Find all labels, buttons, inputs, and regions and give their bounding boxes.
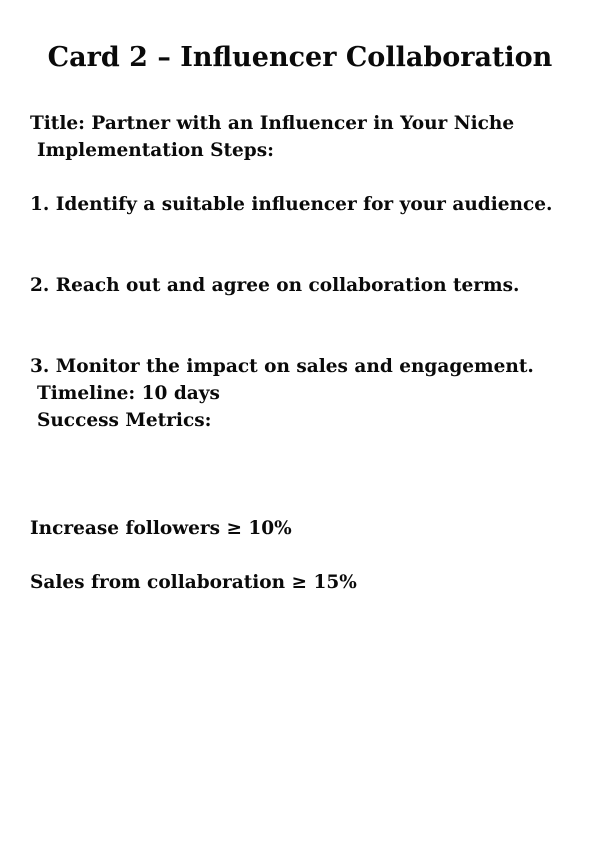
- title-line: Title: Partner with an Influencer in Your Niche: [30, 113, 515, 134]
- spacer: [30, 434, 570, 515]
- metric-item-2: Sales from collaboration ≥ 15%: [30, 572, 357, 593]
- timeline-line: Timeline: 10 days: [37, 383, 220, 404]
- implementation-steps-label: Implementation Steps:: [37, 140, 274, 161]
- spacer: [30, 542, 570, 569]
- spacer: [30, 218, 570, 272]
- card-heading: Card 2 – Influencer Collaboration: [47, 42, 553, 73]
- card-body: [30, 110, 570, 596]
- success-metrics-label: Success Metrics:: [37, 410, 212, 431]
- spacer: [30, 299, 570, 353]
- metric-item-1: Increase followers ≥ 10%: [30, 518, 292, 539]
- step-item-1: 1. Identify a suitable influencer for your audience.: [30, 194, 553, 215]
- spacer: [30, 164, 570, 191]
- step-item-3: 3. Monitor the impact on sales and engagement.: [30, 356, 534, 377]
- step-item-2: 2. Reach out and agree on collaboration terms.: [30, 275, 520, 296]
